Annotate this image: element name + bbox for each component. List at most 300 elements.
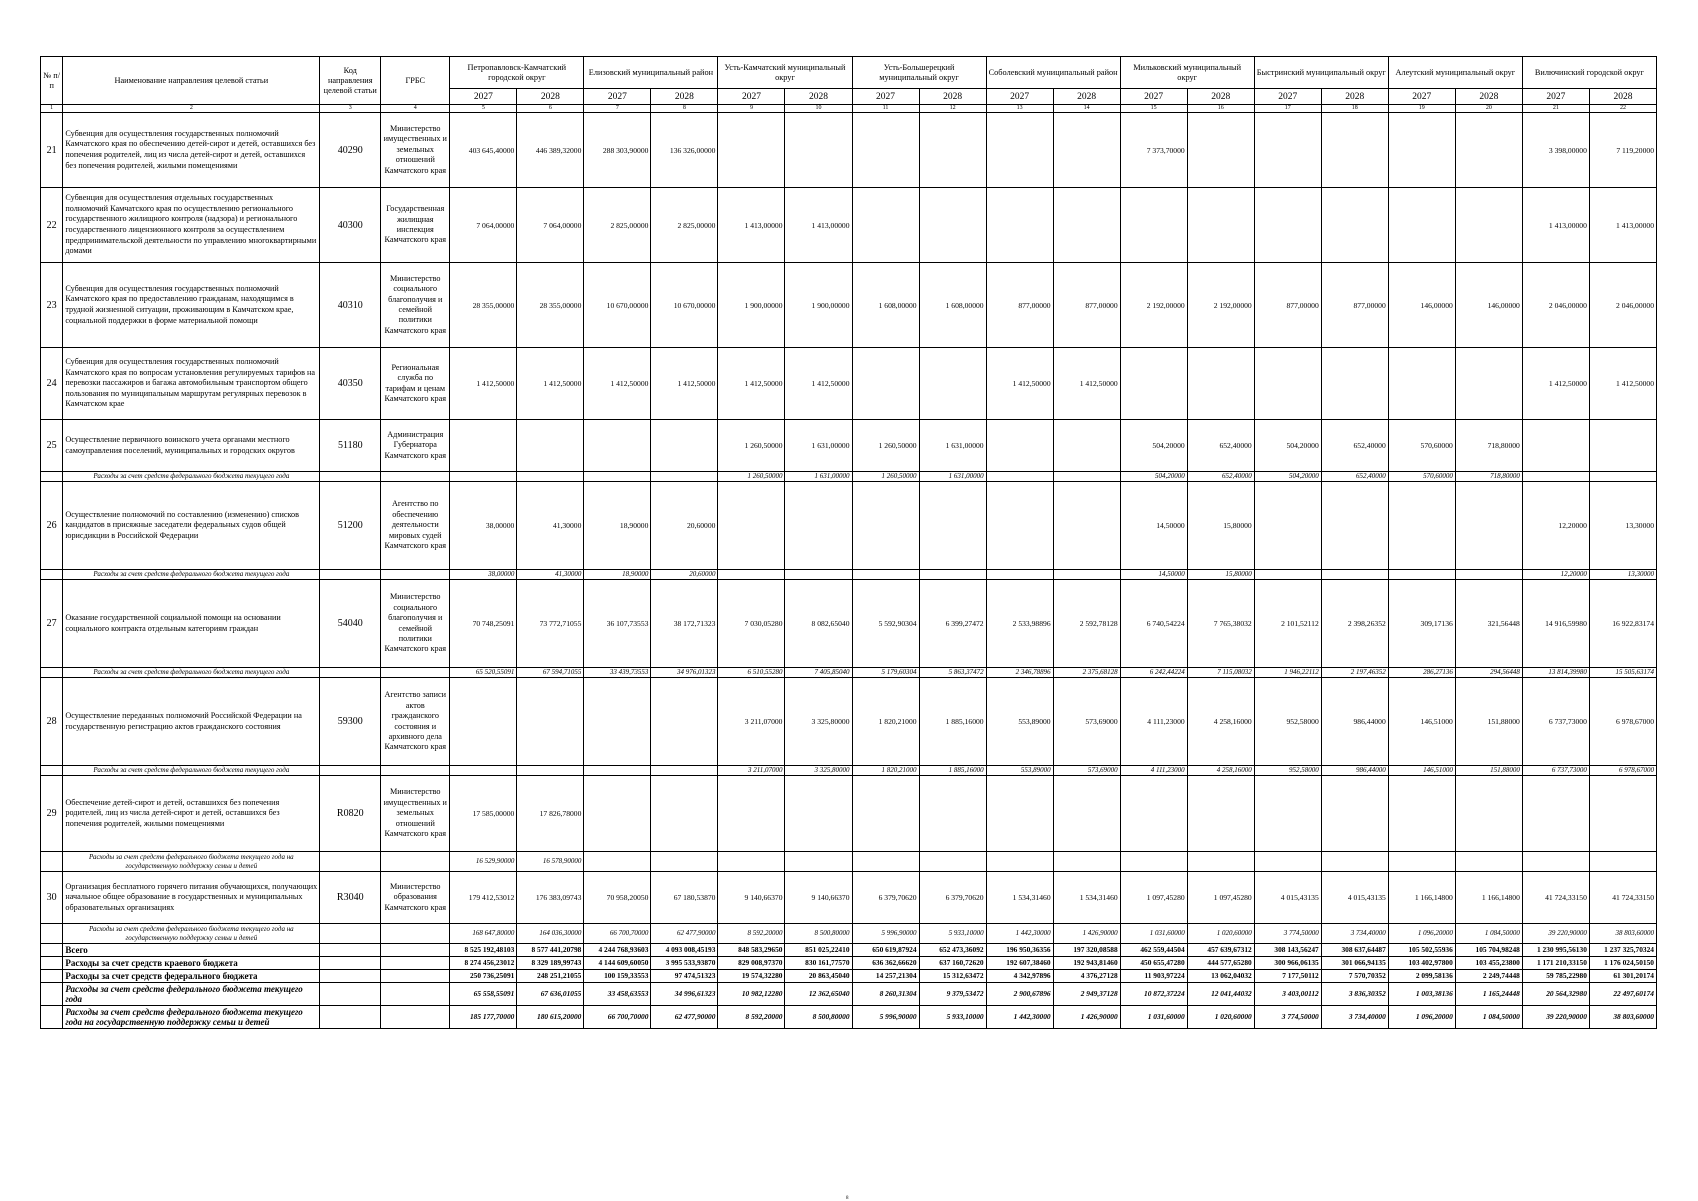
value-cell [651,472,718,482]
table-row [41,482,1657,570]
value-cell [1455,570,1522,580]
row-name: Субвенция для осуществления государственных полномочий Камчатского края по предоставлению гражданам, находящимся в трудной жизненной ситуации, проживающим в Камчатском крае, социальной поддержки в форме материальной помощи [63,263,320,348]
value-cell: 1 885,16000 [919,678,986,766]
value-cell [1455,776,1522,852]
row-number [41,472,63,482]
value-cell [584,472,651,482]
value-cell: 4 015,43135 [1254,872,1321,924]
summary-row [41,983,1657,1006]
value-cell [1455,348,1522,420]
value-cell: 553,89000 [986,766,1053,776]
table-row [41,872,1657,924]
header-year: 2028 [517,89,584,105]
value-cell: 652,40000 [1187,420,1254,472]
value-cell: 294,56448 [1455,668,1522,678]
value-cell: 1 885,16000 [919,766,986,776]
value-cell: 34 976,01323 [651,668,718,678]
value-cell [718,113,785,188]
value-cell: 7 064,00000 [517,188,584,263]
value-cell: 573,69000 [1053,678,1120,766]
value-cell: 12,20000 [1522,570,1589,580]
row-number [41,570,63,580]
value-cell: 2 192,00000 [1120,263,1187,348]
value-cell: 1 260,50000 [852,472,919,482]
row-name: Всего [63,944,320,957]
value-cell [584,420,651,472]
row-number: 29 [41,776,63,852]
value-cell [852,348,919,420]
value-cell: 14 916,59980 [1522,580,1589,668]
value-cell: 12 041,44032 [1187,983,1254,1006]
value-cell: 2 192,00000 [1187,263,1254,348]
value-cell [919,776,986,852]
value-cell: 105 704,98248 [1455,944,1522,957]
row-name: Расходы за счет средств федерального бюджета текущего года на государственную поддержку семьи и детей [63,852,320,872]
value-cell: 168 647,80000 [450,924,517,944]
value-cell [919,482,986,570]
summary-row [41,957,1657,970]
row-grbs [381,852,450,872]
row-number [41,970,63,983]
value-cell: 13 062,04032 [1187,970,1254,983]
value-cell [1120,188,1187,263]
row-name: Субвенция для осуществления государственных полномочий Камчатского края по вопросам установления регулируемых тарифов на перевозки пассажиров и багажа автомобильным транспортом общего пользования по муниципальным маршрутам регулярных перевозок в Камчатском крае [63,348,320,420]
value-cell: 504,20000 [1120,472,1187,482]
value-cell [1053,420,1120,472]
value-cell: 5 179,60304 [852,668,919,678]
header-year: 2027 [1120,89,1187,105]
value-cell: 1 176 024,50150 [1589,957,1656,970]
value-cell: 13 814,39980 [1522,668,1589,678]
value-cell: 8 500,80000 [785,1006,852,1029]
row-code: 40350 [320,348,381,420]
header-municipality: Усть-Большерецкий муниципальный округ [852,57,986,89]
value-cell: 986,44000 [1321,678,1388,766]
value-cell [1053,472,1120,482]
value-cell [1187,188,1254,263]
value-cell: 1 631,00000 [919,420,986,472]
value-cell [1455,852,1522,872]
value-cell: 1 097,45280 [1120,872,1187,924]
value-cell: 179 412,53012 [450,872,517,924]
value-cell: 288 303,90000 [584,113,651,188]
value-cell [584,776,651,852]
value-cell: 6 399,27472 [919,580,986,668]
value-cell: 1 096,20000 [1388,924,1455,944]
value-cell [986,188,1053,263]
value-cell [1120,776,1187,852]
value-cell: 3 403,00112 [1254,983,1321,1006]
value-cell [1254,570,1321,580]
value-cell [986,852,1053,872]
value-cell: 829 008,97370 [718,957,785,970]
value-cell: 12 362,65040 [785,983,852,1006]
value-cell: 1 003,38136 [1388,983,1455,1006]
value-cell: 18,90000 [584,482,651,570]
value-cell: 1 820,21000 [852,678,919,766]
value-cell: 5 996,90000 [852,1006,919,1029]
header-grbs: ГРБС [381,57,450,105]
value-cell: 848 583,29650 [718,944,785,957]
value-cell: 197 320,08588 [1053,944,1120,957]
row-name: Расходы за счет средств федерального бюджета текущего года на государственную поддержку семьи и детей [63,1006,320,1029]
value-cell: 1 166,14800 [1388,872,1455,924]
value-cell: 34 996,61323 [651,983,718,1006]
value-cell: 1 946,22112 [1254,668,1321,678]
value-cell: 877,00000 [986,263,1053,348]
value-cell: 62 477,90000 [651,924,718,944]
value-cell: 1 171 210,33150 [1522,957,1589,970]
value-cell: 1 412,50000 [718,348,785,420]
value-cell [785,776,852,852]
value-cell: 6 737,73000 [1522,766,1589,776]
value-cell [1522,472,1589,482]
value-cell: 877,00000 [1254,263,1321,348]
value-cell [1053,570,1120,580]
value-cell [1053,113,1120,188]
row-name: Расходы за счет средств федерального бюджета текущего года [63,983,320,1006]
row-grbs [381,970,450,983]
value-cell: 4 093 008,45193 [651,944,718,957]
value-cell: 877,00000 [1053,263,1120,348]
value-cell [1254,188,1321,263]
value-cell: 16 578,90000 [517,852,584,872]
value-cell: 59 785,22980 [1522,970,1589,983]
row-grbs [381,983,450,1006]
header-year: 2027 [986,89,1053,105]
value-cell: 7 373,70000 [1120,113,1187,188]
row-code [320,970,381,983]
table-row [41,263,1657,348]
value-cell: 70 748,25091 [450,580,517,668]
column-index: 7 [584,105,651,113]
value-cell: 16 922,83174 [1589,580,1656,668]
value-cell: 39 220,90000 [1522,1006,1589,1029]
value-cell: 1 031,60000 [1120,1006,1187,1029]
value-cell: 444 577,65280 [1187,957,1254,970]
row-number: 30 [41,872,63,924]
value-cell [986,482,1053,570]
value-cell: 18,90000 [584,570,651,580]
value-cell: 7 030,05280 [718,580,785,668]
value-cell [450,678,517,766]
value-cell: 1 631,00000 [785,420,852,472]
value-cell: 39 220,90000 [1522,924,1589,944]
header-municipality: Вилючинский городской округ [1522,57,1656,89]
row-name: Расходы за счет средств федерального бюджета текущего года [63,570,320,580]
value-cell: 6 737,73000 [1522,678,1589,766]
value-cell: 248 251,21055 [517,970,584,983]
row-code [320,1006,381,1029]
value-cell [919,188,986,263]
value-cell: 308 143,56247 [1254,944,1321,957]
column-index: 14 [1053,105,1120,113]
value-cell: 652,40000 [1321,472,1388,482]
row-number: 22 [41,188,63,263]
value-cell [584,766,651,776]
value-cell [718,570,785,580]
value-cell: 1 426,90000 [1053,1006,1120,1029]
value-cell [1187,852,1254,872]
value-cell [919,113,986,188]
header-year: 2028 [1187,89,1254,105]
value-cell: 1 166,14800 [1455,872,1522,924]
value-cell: 1 020,60000 [1187,1006,1254,1029]
value-cell: 3 836,30352 [1321,983,1388,1006]
value-cell: 2 900,67896 [986,983,1053,1006]
value-cell [1388,852,1455,872]
value-cell: 450 655,47280 [1120,957,1187,970]
value-cell: 851 025,22410 [785,944,852,957]
row-grbs: Министерство имущественных и земельных отношений Камчатского края [381,776,450,852]
column-index: 10 [785,105,852,113]
value-cell: 10 670,00000 [651,263,718,348]
value-cell: 462 559,44504 [1120,944,1187,957]
value-cell: 1 084,50000 [1455,1006,1522,1029]
row-grbs [381,924,450,944]
value-cell: 2 533,98896 [986,580,1053,668]
value-cell: 13,30000 [1589,482,1656,570]
row-number [41,983,63,1006]
value-cell: 3 325,80000 [785,678,852,766]
value-cell: 504,20000 [1120,420,1187,472]
row-number: 28 [41,678,63,766]
value-cell: 70 958,20050 [584,872,651,924]
column-index: 15 [1120,105,1187,113]
value-cell [1321,482,1388,570]
row-name: Субвенция для осуществления государственных полномочий Камчатского края по обеспечению детей-сирот и детей, оставшихся без попечения родителей, лиц из числа детей-сирот и детей, оставшихся без попечения родителей, жилыми помещениями [63,113,320,188]
value-cell: 185 177,70000 [450,1006,517,1029]
value-cell: 38 172,71323 [651,580,718,668]
value-cell: 1 900,00000 [785,263,852,348]
value-cell: 3 398,00000 [1522,113,1589,188]
value-cell: 1 165,24448 [1455,983,1522,1006]
value-cell: 196 950,36356 [986,944,1053,957]
value-cell [1254,348,1321,420]
value-cell [517,766,584,776]
value-cell [651,678,718,766]
table-header [41,57,1657,113]
value-cell [986,113,1053,188]
value-cell: 7 570,70352 [1321,970,1388,983]
row-name: Осуществление первичного воинского учета органами местного самоуправления поселений, муниципальных и городских округов [63,420,320,472]
value-cell [986,420,1053,472]
row-grbs [381,944,450,957]
value-cell: 1 031,60000 [1120,924,1187,944]
value-cell: 136 326,00000 [651,113,718,188]
value-cell [1187,113,1254,188]
row-name: Субвенция для осуществления отдельных государственных полномочий Камчатского края по осуществлению регионального государственного жилищного контроля (надзора) и регионального государственного лицензионного контроля за осуществлением предпринимательской деятельности по управлению многоквартирными домами [63,188,320,263]
row-code: R0820 [320,776,381,852]
header-year: 2027 [852,89,919,105]
value-cell: 637 160,72620 [919,957,986,970]
value-cell: 403 645,40000 [450,113,517,188]
value-cell: 15,80000 [1187,482,1254,570]
value-cell: 3 774,50000 [1254,1006,1321,1029]
value-cell: 38,00000 [450,570,517,580]
value-cell: 1 412,50000 [651,348,718,420]
table-row [41,188,1657,263]
value-cell [785,482,852,570]
value-cell: 1 413,00000 [785,188,852,263]
value-cell: 5 933,10000 [919,1006,986,1029]
value-cell: 6 379,70620 [919,872,986,924]
value-cell: 1 534,31460 [1053,872,1120,924]
header-year: 2027 [718,89,785,105]
row-number [41,766,63,776]
table-row [41,420,1657,472]
value-cell: 2 825,00000 [651,188,718,263]
value-cell: 1 260,50000 [718,472,785,482]
row-grbs: Агентство по обеспечению деятельности мировых судей Камчатского края [381,482,450,570]
value-cell: 10 982,12280 [718,983,785,1006]
value-cell [785,570,852,580]
value-cell: 4 144 609,60050 [584,957,651,970]
value-cell [718,776,785,852]
value-cell: 20 564,32980 [1522,983,1589,1006]
column-index: 9 [718,105,785,113]
header-year: 2027 [584,89,651,105]
value-cell: 10 872,37224 [1120,983,1187,1006]
summary-row [41,944,1657,957]
value-cell [517,472,584,482]
value-cell: 2 949,37128 [1053,983,1120,1006]
value-cell: 16 529,90000 [450,852,517,872]
value-cell: 7 119,20000 [1589,113,1656,188]
column-index: 3 [320,105,381,113]
value-cell: 650 619,87924 [852,944,919,957]
value-cell: 1 412,50000 [986,348,1053,420]
value-cell: 718,80000 [1455,472,1522,482]
value-cell: 301 066,94135 [1321,957,1388,970]
value-cell: 7 177,50112 [1254,970,1321,983]
row-grbs: Агентство записи актов гражданского состояния и архивного дела Камчатского края [381,678,450,766]
value-cell: 309,17136 [1388,580,1455,668]
value-cell: 67 594,71055 [517,668,584,678]
table-row [41,348,1657,420]
value-cell: 65 520,55091 [450,668,517,678]
value-cell: 9 140,66370 [718,872,785,924]
value-cell: 1 900,00000 [718,263,785,348]
value-cell: 15 505,63174 [1589,668,1656,678]
page-number: 8 [846,1196,849,1201]
row-number: 21 [41,113,63,188]
row-code: 51200 [320,482,381,570]
value-cell: 66 700,70000 [584,924,651,944]
row-number: 25 [41,420,63,472]
row-code [320,957,381,970]
row-name: Расходы за счет средств федерального бюджета текущего года [63,766,320,776]
value-cell: 41 724,33150 [1589,872,1656,924]
value-cell: 61 301,20174 [1589,970,1656,983]
value-cell: 22 497,60174 [1589,983,1656,1006]
row-number: 23 [41,263,63,348]
row-grbs [381,957,450,970]
value-cell: 1 096,20000 [1388,1006,1455,1029]
row-grbs: Администрация Губернатора Камчатского края [381,420,450,472]
value-cell [450,420,517,472]
value-cell: 877,00000 [1321,263,1388,348]
column-index: 20 [1455,105,1522,113]
value-cell [1321,776,1388,852]
value-cell: 1 412,50000 [1522,348,1589,420]
row-name: Оказание государственной социальной помощи на основании социального контракта отдельным категориям граждан [63,580,320,668]
value-cell: 14,50000 [1120,570,1187,580]
value-cell: 8 577 441,20798 [517,944,584,957]
row-name: Обеспечение детей-сирот и детей, оставшихся без попечения родителей, лиц из числа детей-сирот и детей, оставшихся без попечения родителей, жилыми помещениями [63,776,320,852]
value-cell: 1 412,50000 [1053,348,1120,420]
value-cell: 5 592,90304 [852,580,919,668]
row-name: Расходы за счет средств федерального бюджета текущего года [63,668,320,678]
value-cell: 2 197,46352 [1321,668,1388,678]
value-cell: 1 260,50000 [718,420,785,472]
header-year: 2028 [1321,89,1388,105]
value-cell [986,570,1053,580]
column-index: 22 [1589,105,1656,113]
column-index: 2 [63,105,320,113]
value-cell: 6 978,67000 [1589,766,1656,776]
value-cell: 12,20000 [1522,482,1589,570]
value-cell: 151,88000 [1455,678,1522,766]
column-index: 12 [919,105,986,113]
value-cell: 5 933,10000 [919,924,986,944]
value-cell: 146,51000 [1388,766,1455,776]
header-municipality: Быстринский муниципальный округ [1254,57,1388,89]
value-cell [919,348,986,420]
value-cell: 1 820,21000 [852,766,919,776]
header-year: 2027 [1522,89,1589,105]
header-municipality: Усть-Камчатский муниципальный округ [718,57,852,89]
value-cell: 28 355,00000 [517,263,584,348]
value-cell [651,766,718,776]
value-cell: 192 607,38460 [986,957,1053,970]
value-cell: 33 439,73553 [584,668,651,678]
value-cell: 28 355,00000 [450,263,517,348]
row-grbs [381,1006,450,1029]
value-cell [718,852,785,872]
value-cell [785,852,852,872]
value-cell: 38 803,60000 [1589,924,1656,944]
value-cell: 4 015,43135 [1321,872,1388,924]
row-code [320,766,381,776]
federal-subrow [41,924,1657,944]
header-year: 2027 [1388,89,1455,105]
value-cell [651,852,718,872]
value-cell: 4 376,27128 [1053,970,1120,983]
row-code [320,944,381,957]
value-cell: 7 064,00000 [450,188,517,263]
value-cell [1321,188,1388,263]
value-cell: 105 502,55936 [1388,944,1455,957]
value-cell: 6 510,55280 [718,668,785,678]
value-cell [718,482,785,570]
value-cell: 8 500,80000 [785,924,852,944]
value-cell [1187,776,1254,852]
value-cell: 1 412,50000 [785,348,852,420]
value-cell [1589,852,1656,872]
value-cell: 146,00000 [1455,263,1522,348]
value-cell [1522,420,1589,472]
value-cell [1120,348,1187,420]
value-cell: 66 700,70000 [584,1006,651,1029]
value-cell [517,678,584,766]
column-index: 13 [986,105,1053,113]
value-cell: 146,51000 [1388,678,1455,766]
row-name: Осуществление полномочий по составлению (изменению) списков кандидатов в присяжные заседатели федеральных судов общей юрисдикции в Российской Федерации [63,482,320,570]
row-grbs: Министерство социального благополучия и семейной политики Камчатского края [381,263,450,348]
row-grbs [381,472,450,482]
value-cell [1254,482,1321,570]
